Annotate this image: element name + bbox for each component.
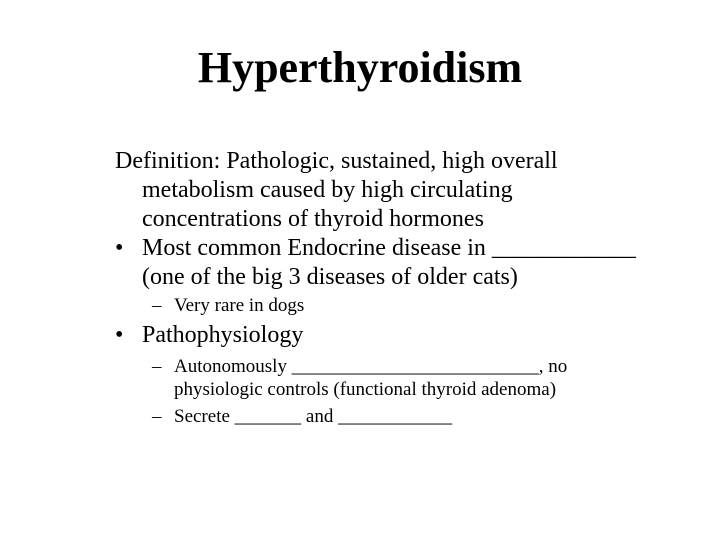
sub-bullet-rare-in-dogs-text: Very rare in dogs xyxy=(174,295,305,316)
definition-line-2: metabolism caused by high circulating xyxy=(142,177,513,203)
dash-marker: – xyxy=(152,406,162,427)
slide-title: Hyperthyroidism xyxy=(197,43,523,92)
bullet-pathophysiology-text: Pathophysiology xyxy=(142,322,304,348)
dash-marker: – xyxy=(152,356,162,377)
definition-line-3: concentrations of thyroid hormones xyxy=(142,206,484,232)
bullet-marker: • xyxy=(115,322,124,348)
sub-bullet-autonomously xyxy=(152,355,692,401)
sub-bullet-autonomously-line-2: physiologic controls (functional thyroid adenoma) xyxy=(174,379,557,400)
bullet-pathophysiology xyxy=(115,321,705,350)
bullet-most-common-text: Most common Endocrine disease in ____________ xyxy=(142,235,636,261)
bullet-most-common-continuation: (one of the big 3 diseases of older cats) xyxy=(142,264,518,290)
definition-paragraph xyxy=(115,147,705,234)
sub-bullet-secrete xyxy=(152,405,692,428)
definition-line-1: Definition: Pathologic, sustained, high overall xyxy=(115,148,558,174)
sub-bullet-autonomously-line-1: Autonomously __________________________, no xyxy=(174,356,568,377)
bullet-most-common xyxy=(115,234,705,292)
dash-marker: – xyxy=(152,295,162,316)
sub-bullet-secrete-text: Secrete _______ and ____________ xyxy=(174,406,453,427)
sub-bullet-rare-in-dogs xyxy=(152,294,692,317)
bullet-marker: • xyxy=(115,235,124,261)
